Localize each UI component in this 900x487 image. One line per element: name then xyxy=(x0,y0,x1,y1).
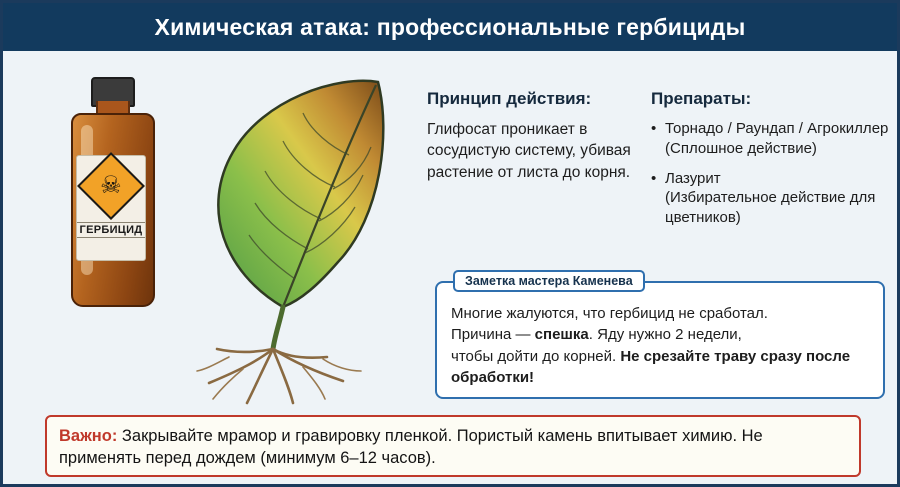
products-list xyxy=(651,119,891,228)
skull-and-crossbones-icon xyxy=(77,152,145,220)
bottle-label xyxy=(76,155,146,261)
important-label: Важно: xyxy=(59,427,118,445)
product-name: Торнадо / Раундап / Агрокиллер xyxy=(665,120,889,137)
master-note-badge: Заметка мастера Каменева xyxy=(453,270,645,292)
withering-leaf-icon xyxy=(163,57,413,407)
principle-column xyxy=(427,89,637,183)
important-body: Закрывайте мрамор и гравировку пленкой. Пористый камень впитывает химию. Не применять перед дождем (минимум 6–12 часов). xyxy=(59,427,763,468)
product-note: (Сплошное действие) xyxy=(665,139,817,157)
note-line-2-prefix: Причина — xyxy=(451,326,535,344)
principle-body: Глифосат проникает в сосудистую систему, убивая растение от листа до корня. xyxy=(427,121,631,181)
note-line-2-suffix: . Яду нужно 2 недели, xyxy=(588,326,742,344)
master-note-text xyxy=(451,303,873,388)
principle-heading: Принцип действия: xyxy=(427,89,592,108)
products-heading: Препараты: xyxy=(651,89,752,108)
note-line-3-emphasis: Не срезайте траву сразу после обработки! xyxy=(451,347,851,386)
list-item xyxy=(651,119,891,159)
note-line-2-emphasis: спешка xyxy=(534,326,589,344)
important-callout xyxy=(45,415,861,477)
bottle-label-text: ГЕРБИЦИД xyxy=(77,222,146,238)
product-note: (Избирательное действие для цветников) xyxy=(665,189,876,227)
products-column xyxy=(651,89,891,238)
skull-glyph: ☠ xyxy=(100,171,122,199)
header-bar xyxy=(3,3,897,51)
note-line-3: чтобы дойти до корней. xyxy=(451,347,621,365)
important-text xyxy=(59,425,847,470)
list-item xyxy=(651,169,891,228)
note-line-1: Многие жалуются, что гербицид не сработал. xyxy=(451,305,768,322)
herbicide-bottle-icon xyxy=(65,77,157,307)
illustration-area xyxy=(13,57,413,407)
master-note-box xyxy=(435,274,885,399)
page-title: Химическая атака: профессиональные гербициды xyxy=(154,13,746,40)
product-name: Лазурит xyxy=(665,169,721,187)
